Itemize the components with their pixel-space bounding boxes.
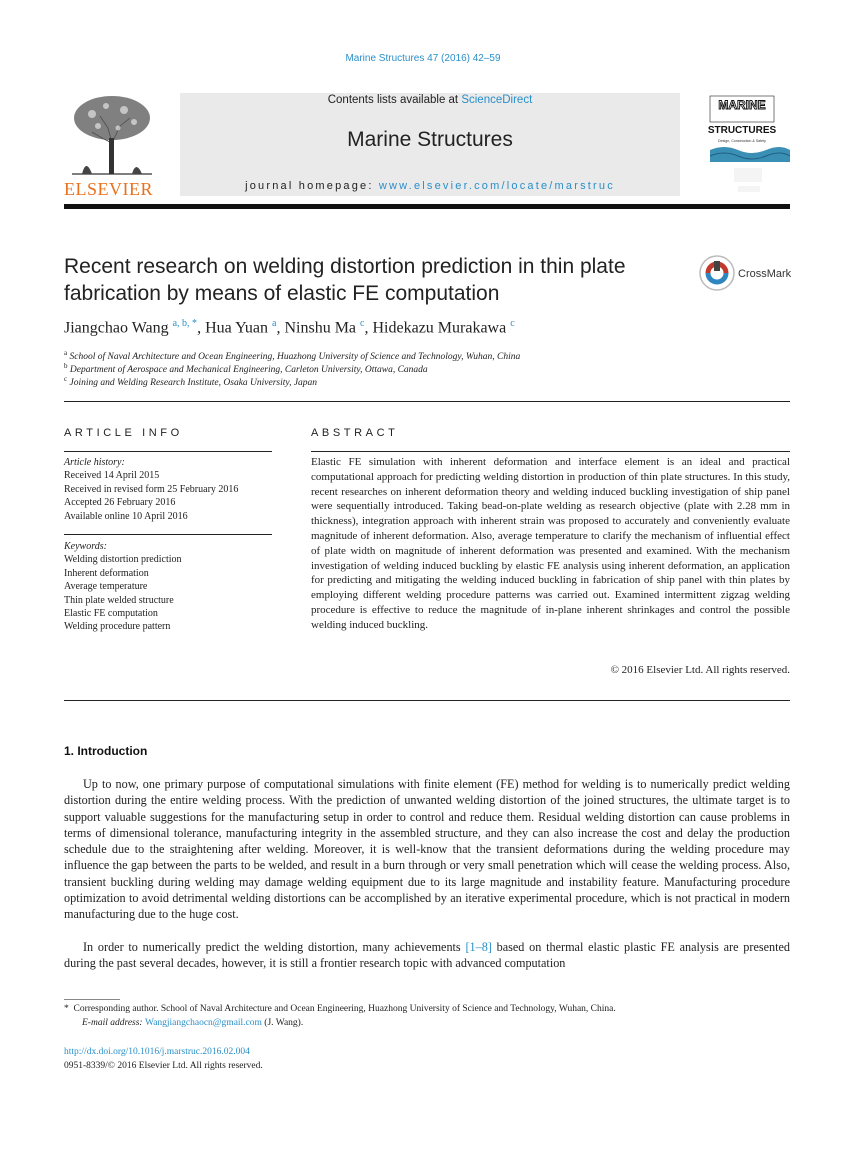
footnote-divider <box>64 999 120 1000</box>
abstract-copyright: © 2016 Elsevier Ltd. All rights reserved. <box>610 664 790 676</box>
journal-cover-thumbnail <box>704 86 790 198</box>
affiliations-divider <box>64 401 790 402</box>
author-name: Ninshu Ma <box>284 319 357 337</box>
email-link[interactable]: Wangjiangchaocn@gmail.com <box>144 1018 262 1028</box>
author-name: Jiangchao Wang <box>64 319 169 337</box>
affiliation-text: Joining and Welding Research Institute, Osaka University, Japan <box>69 378 318 389</box>
journal-reference[interactable]: Marine Structures 47 (2016) 42–59 <box>345 53 501 64</box>
keyword-item: Elastic FE computation <box>64 608 158 620</box>
keywords <box>64 540 272 634</box>
citation-link[interactable]: [1–8] <box>465 940 492 954</box>
journal-name: Marine Structures <box>347 128 513 151</box>
article-info-divider <box>64 451 272 452</box>
author-affiliation-mark[interactable]: a, b, * <box>172 318 198 329</box>
section-heading-introduction: 1. Introduction <box>64 744 148 758</box>
affiliation <box>64 349 520 362</box>
affiliation <box>64 375 317 388</box>
abstract-text: Elastic FE simulation with inherent deformation and interface element is an ideal and practical computational approach for predicting welding distortion in production of thin plate structures. In this study, recent researches on inherent deformation theory and welding induced buckling investigation of ship panel were sequentially introduced. Taking bead-on-plate welding as research objective (plate with 2.28 mm in thickness), integration approach with inherent strain was proposed to accurately and conveniently evaluate magnitude of inherent deformation. Also, average temperature to clarify the mechanism of influential effect of plate width on magnitude of inherent deformation was presented and examined. With the mechanism investigation of welding induced buckling by elastic FE analysis using inherent deformation, an application for predicting and mitigating the welding induced buckling in fabrication of ship panel with thin plates by employing different welding procedure patterns was carried out. Examined intermittent zigzag welding procedure is effective to reduce the magnitude of in-plane inherent shrinkages and control the possible welding induced buckling. <box>311 456 790 631</box>
affiliation-key: c <box>64 375 68 383</box>
author-name: Hidekazu Murakawa <box>372 319 507 337</box>
keywords-divider <box>64 534 272 535</box>
sciencedirect-link[interactable]: ScienceDirect <box>461 94 533 106</box>
affiliation-text: School of Naval Architecture and Ocean Engineering, Huazhong University of Science and Technology, Wuhan, China <box>69 352 521 363</box>
keyword-item: Thin plate welded structure <box>64 594 174 606</box>
footnote-mark: * <box>64 1004 69 1014</box>
abstract-heading: ABSTRACT <box>311 427 399 439</box>
footnote-text: Corresponding author. School of Naval Architecture and Ocean Engineering, Huazhong University of Science and Technology, Wuhan, China. <box>73 1004 616 1014</box>
article-title: Recent research on welding distortion prediction in thin plate fabrication by means of elastic FE computation <box>64 255 626 305</box>
intro-paragraph-2-start: In order to numerically predict the welding distortion, many achievements <box>83 940 466 954</box>
contents-line <box>180 94 680 106</box>
abstract-divider <box>311 451 790 452</box>
crossmark-icon[interactable] <box>698 255 736 291</box>
cover-title-1: MARINE <box>718 98 766 112</box>
email-suffix: (J. Wang). <box>261 1018 304 1028</box>
crossmark-label[interactable]: CrossMark <box>738 268 792 280</box>
author-affiliation-mark[interactable]: c <box>360 318 365 329</box>
keyword-item: Welding distortion prediction <box>64 554 182 566</box>
author-list: Jiangchao Wang $^{a, b, *}$, Hua Yuan $^a$, Ninshu Ma $^c$, Hidekazu Murakawa $^c$ <box>64 318 515 337</box>
affiliation-text: Department of Aerospace and Mechanical Engineering, Carleton University, Ottawa, Canada <box>69 365 428 376</box>
homepage-link[interactable]: www.elsevier.com/locate/marstruc <box>378 180 615 192</box>
homepage-prefix: journal homepage: <box>245 180 379 192</box>
affiliation-key: b <box>64 362 68 370</box>
history-item: Received in revised form 25 February 2016 <box>64 483 239 495</box>
intro-paragraph-1: Up to now, one primary purpose of computational simulations with finite element (FE) method for welding is to numerically predict welding distortion during the entire welding process. With the prediction of unwanted welding distortion of the joined structures, the ultimate target is to support valuable suggestions for the manufacturing setup in order to control and reduce them. Residual welding distortion can cause problems in terms of dimensional tolerance, manufacturing integrity in the assembled structure, and they can also increase the cost and delay the production schedule due to the straightening after welding. Moreover, it is well-know that the transient deformations during the welding procedure may influence the gap between the parts to be welded, and result in a burn through or very small penetration which will cease the welding process. Also, transient buckling during welding may damage welding equipment due to its large magnitude and instability feature. Manufacturing procedure optimization to avoid detrimental welding distortions can be accomplished by an iterative experimental procedure, which is not practical in modern manufacturing due to the huge cost. <box>64 777 790 922</box>
issn-copyright: 0951-8339/© 2016 Elsevier Ltd. All rights reserved. <box>64 1061 263 1071</box>
intro-paragraph-2-end: based on thermal elastic plastic FE analysis are presented during the past several decades, however, it is still a frontier research topic with advanced computation <box>64 940 790 971</box>
elsevier-wordmark: ELSEVIER <box>64 179 153 199</box>
email-footnote <box>82 1018 303 1028</box>
affiliation-key: a <box>64 349 68 357</box>
email-label: E-mail address: <box>82 1018 145 1028</box>
history-label: Article history: <box>64 457 125 468</box>
author-affiliation-mark[interactable]: a <box>272 318 277 329</box>
header-divider <box>64 204 790 209</box>
keyword-item: Welding procedure pattern <box>64 621 171 633</box>
cover-title-2: STRUCTURES <box>707 125 777 136</box>
journal-homepage <box>180 180 680 192</box>
keywords-label: Keywords: <box>64 541 107 552</box>
keyword-item: Inherent deformation <box>64 567 149 579</box>
contents-prefix: Contents lists available at <box>327 94 462 106</box>
cover-subtitle: Design, Construction & Safety <box>718 139 766 143</box>
article-history <box>64 456 272 523</box>
corresponding-author-footnote <box>64 1004 616 1014</box>
affiliation <box>64 362 428 375</box>
history-item: Accepted 26 February 2016 <box>64 497 176 509</box>
history-item: Available online 10 April 2016 <box>64 510 188 522</box>
history-item: Received 14 April 2015 <box>64 470 160 482</box>
front-matter-divider <box>64 700 790 701</box>
author-name: Hua Yuan <box>205 319 269 337</box>
author-affiliation-mark[interactable]: c <box>510 318 515 329</box>
doi-link[interactable]: http://dx.doi.org/10.1016/j.marstruc.2016.02.004 <box>64 1047 250 1057</box>
article-info-heading: ARTICLE INFO <box>64 427 183 439</box>
intro-paragraph-2 <box>64 939 790 972</box>
keyword-item: Average temperature <box>64 581 148 593</box>
